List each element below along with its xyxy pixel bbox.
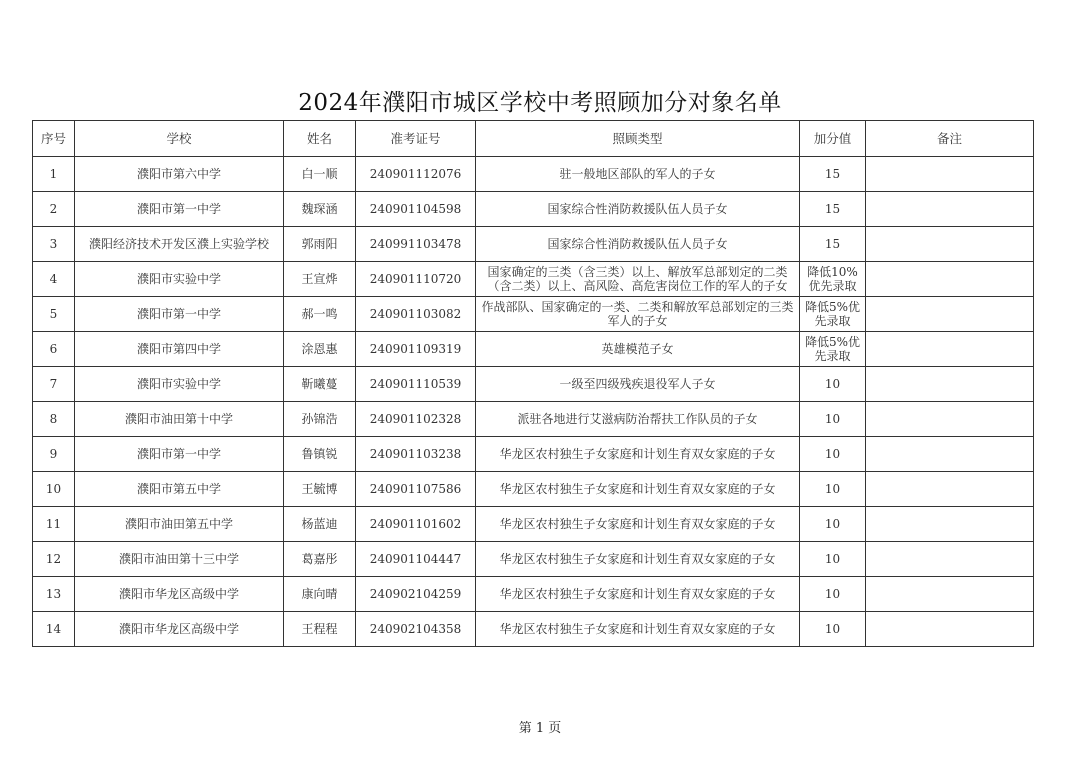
cell-bonus: 降低5%优先录取 — [800, 297, 866, 332]
cell-name: 杨蓝迪 — [284, 507, 356, 542]
column-header-note: 备注 — [866, 121, 1034, 157]
cell-note — [866, 332, 1034, 367]
table-row — [33, 192, 1034, 227]
cell-bonus: 10 — [800, 612, 866, 647]
cell-note — [866, 542, 1034, 577]
cell-name: 郭雨阳 — [284, 227, 356, 262]
cell-name: 白一顺 — [284, 157, 356, 192]
cell-school: 濮阳市实验中学 — [75, 367, 284, 402]
cell-no: 2 — [33, 192, 75, 227]
cell-school: 濮阳市油田第十中学 — [75, 402, 284, 437]
cell-exam-id: 240901107586 — [356, 472, 476, 507]
cell-type: 英雄模范子女 — [476, 332, 800, 367]
cell-name: 康向晴 — [284, 577, 356, 612]
cell-school: 濮阳市油田第五中学 — [75, 507, 284, 542]
cell-school: 濮阳市油田第十三中学 — [75, 542, 284, 577]
cell-bonus: 降低5%优先录取 — [800, 332, 866, 367]
cell-name: 王宣烨 — [284, 262, 356, 297]
cell-note — [866, 437, 1034, 472]
cell-school: 濮阳经济技术开发区濮上实验学校 — [75, 227, 284, 262]
cell-note — [866, 297, 1034, 332]
cell-exam-id: 240901109319 — [356, 332, 476, 367]
cell-school: 濮阳市实验中学 — [75, 262, 284, 297]
cell-type: 华龙区农村独生子女家庭和计划生育双女家庭的子女 — [476, 507, 800, 542]
column-header-no: 序号 — [33, 121, 75, 157]
cell-school: 濮阳市华龙区高级中学 — [75, 577, 284, 612]
cell-exam-id: 240901104598 — [356, 192, 476, 227]
cell-type: 华龙区农村独生子女家庭和计划生育双女家庭的子女 — [476, 612, 800, 647]
cell-type: 派驻各地进行艾滋病防治帮扶工作队员的子女 — [476, 402, 800, 437]
table-row — [33, 507, 1034, 542]
table-row — [33, 332, 1034, 367]
cell-note — [866, 577, 1034, 612]
cell-school: 濮阳市第四中学 — [75, 332, 284, 367]
cell-exam-id: 240901112076 — [356, 157, 476, 192]
table-header-row — [33, 121, 1034, 157]
cell-exam-id: 240901103238 — [356, 437, 476, 472]
cell-name: 王程程 — [284, 612, 356, 647]
cell-exam-id: 240902104358 — [356, 612, 476, 647]
column-header-exam-id: 准考证号 — [356, 121, 476, 157]
table-row — [33, 262, 1034, 297]
cell-school: 濮阳市第一中学 — [75, 297, 284, 332]
cell-note — [866, 402, 1034, 437]
cell-no: 10 — [33, 472, 75, 507]
cell-name: 郝一鸣 — [284, 297, 356, 332]
cell-no: 11 — [33, 507, 75, 542]
cell-no: 13 — [33, 577, 75, 612]
cell-name: 王毓博 — [284, 472, 356, 507]
cell-type: 驻一般地区部队的军人的子女 — [476, 157, 800, 192]
cell-name: 孙锦浩 — [284, 402, 356, 437]
cell-bonus: 10 — [800, 577, 866, 612]
cell-bonus: 10 — [800, 507, 866, 542]
cell-bonus: 15 — [800, 227, 866, 262]
cell-type: 作战部队、国家确定的一类、二类和解放军总部划定的三类军人的子女 — [476, 297, 800, 332]
table-row — [33, 612, 1034, 647]
cell-exam-id: 240901110539 — [356, 367, 476, 402]
cell-type: 华龙区农村独生子女家庭和计划生育双女家庭的子女 — [476, 437, 800, 472]
table-row — [33, 402, 1034, 437]
cell-type: 一级至四级残疾退役军人子女 — [476, 367, 800, 402]
cell-name: 葛嘉彤 — [284, 542, 356, 577]
cell-type: 华龙区农村独生子女家庭和计划生育双女家庭的子女 — [476, 577, 800, 612]
cell-exam-id: 240901101602 — [356, 507, 476, 542]
cell-type: 华龙区农村独生子女家庭和计划生育双女家庭的子女 — [476, 472, 800, 507]
cell-no: 5 — [33, 297, 75, 332]
cell-type: 国家综合性消防救援队伍人员子女 — [476, 227, 800, 262]
cell-bonus: 10 — [800, 437, 866, 472]
cell-exam-id: 240901103082 — [356, 297, 476, 332]
cell-no: 4 — [33, 262, 75, 297]
cell-no: 8 — [33, 402, 75, 437]
cell-bonus: 10 — [800, 542, 866, 577]
cell-school: 濮阳市第六中学 — [75, 157, 284, 192]
cell-school: 濮阳市第一中学 — [75, 192, 284, 227]
cell-name: 魏琛涵 — [284, 192, 356, 227]
cell-no: 3 — [33, 227, 75, 262]
column-header-school: 学校 — [75, 121, 284, 157]
cell-no: 9 — [33, 437, 75, 472]
cell-type: 华龙区农村独生子女家庭和计划生育双女家庭的子女 — [476, 542, 800, 577]
cell-note — [866, 472, 1034, 507]
table-row — [33, 157, 1034, 192]
cell-no: 1 — [33, 157, 75, 192]
cell-exam-id: 240901102328 — [356, 402, 476, 437]
page-number: 第 1 页 — [518, 721, 562, 736]
table-row — [33, 542, 1034, 577]
cell-note — [866, 157, 1034, 192]
cell-school: 濮阳市第一中学 — [75, 437, 284, 472]
cell-bonus: 15 — [800, 157, 866, 192]
table-row — [33, 367, 1034, 402]
cell-school: 濮阳市第五中学 — [75, 472, 284, 507]
cell-bonus: 10 — [800, 367, 866, 402]
table-row — [33, 437, 1034, 472]
cell-no: 6 — [33, 332, 75, 367]
cell-bonus: 10 — [800, 402, 866, 437]
cell-note — [866, 507, 1034, 542]
cell-note — [866, 262, 1034, 297]
cell-exam-id: 240901104447 — [356, 542, 476, 577]
document-title: 2024年濮阳市城区学校中考照顾加分对象名单 — [298, 90, 782, 116]
column-header-name: 姓名 — [284, 121, 356, 157]
cell-bonus: 10 — [800, 472, 866, 507]
cell-no: 12 — [33, 542, 75, 577]
cell-no: 14 — [33, 612, 75, 647]
table-row — [33, 227, 1034, 262]
table-row — [33, 577, 1034, 612]
column-header-bonus: 加分值 — [800, 121, 866, 157]
cell-type: 国家综合性消防救援队伍人员子女 — [476, 192, 800, 227]
column-header-type: 照顾类型 — [476, 121, 800, 157]
cell-name: 涂恩惠 — [284, 332, 356, 367]
cell-type: 国家确定的三类（含三类）以上、解放军总部划定的二类（含二类）以上、高风险、高危害岗位工作的军人的子女 — [476, 262, 800, 297]
cell-note — [866, 227, 1034, 262]
table-row — [33, 297, 1034, 332]
cell-exam-id: 240902104259 — [356, 577, 476, 612]
cell-note — [866, 612, 1034, 647]
cell-exam-id: 240901110720 — [356, 262, 476, 297]
candidate-table — [32, 120, 1034, 647]
cell-name: 靳曦蔓 — [284, 367, 356, 402]
cell-note — [866, 192, 1034, 227]
cell-note — [866, 367, 1034, 402]
cell-bonus: 降低10%优先录取 — [800, 262, 866, 297]
cell-no: 7 — [33, 367, 75, 402]
cell-exam-id: 240991103478 — [356, 227, 476, 262]
table-row — [33, 472, 1034, 507]
cell-school: 濮阳市华龙区高级中学 — [75, 612, 284, 647]
cell-bonus: 15 — [800, 192, 866, 227]
cell-name: 鲁镇锐 — [284, 437, 356, 472]
